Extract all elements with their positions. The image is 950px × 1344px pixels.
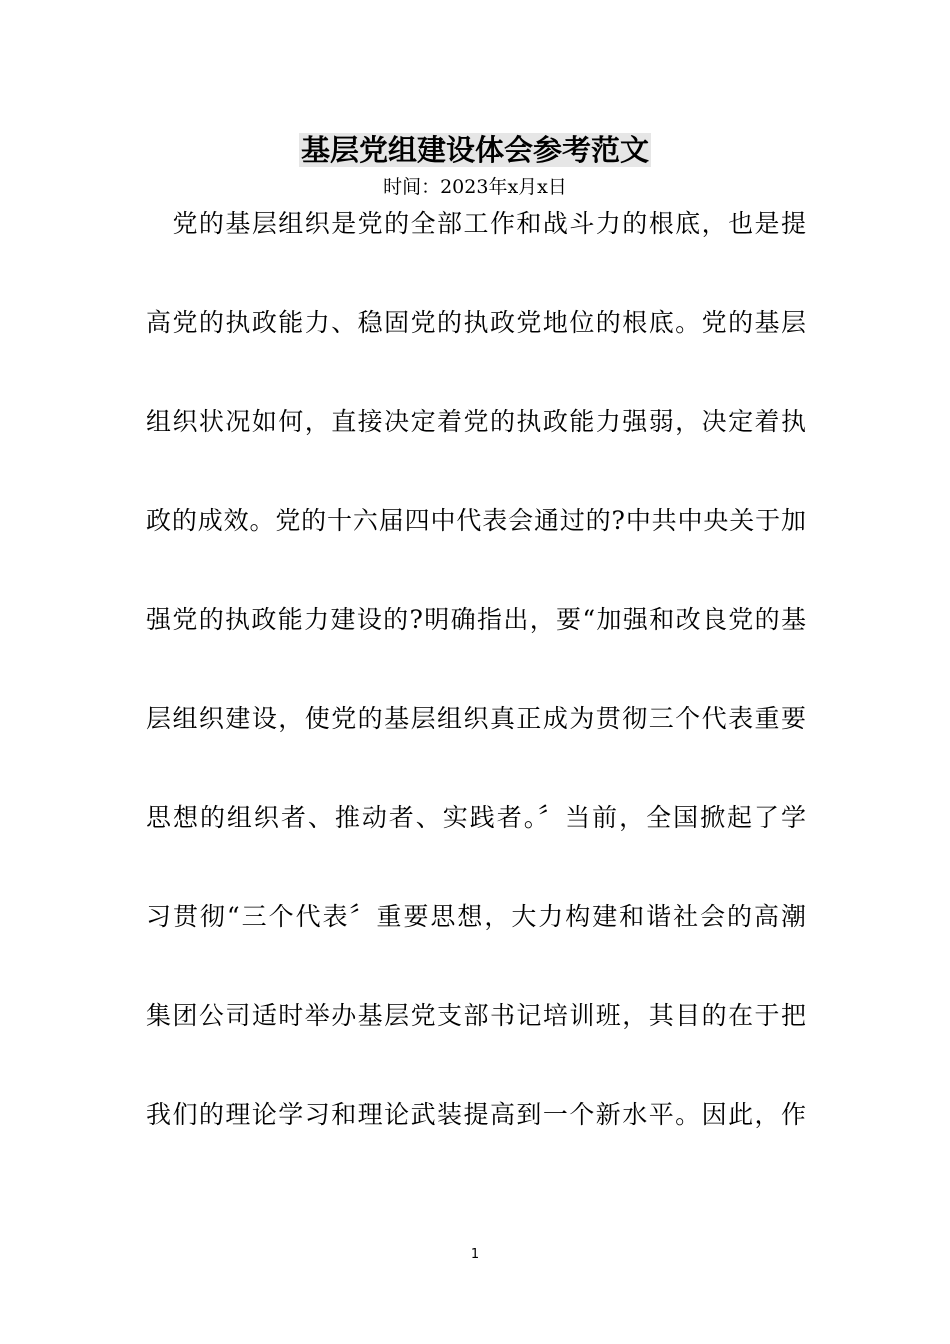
body-line: 我们的理论学习和理论武装提高到一个新水平。因此，作 [146,1100,806,1129]
body-line: 思想的组织者、推动者、实践者。〞当前，全国掀起了学 [146,803,806,832]
body-line: 高党的执政能力、稳固党的执政党地位的根底。党的基层 [146,308,806,337]
page-number: 1 [470,1247,480,1262]
body-line: 强党的执政能力建设的?明确指出，要“加强和改良党的基 [146,605,806,634]
body-line: 层组织建设，使党的基层组织真正成为贯彻三个代表重要 [146,704,806,733]
body-line: 组织状况如何，直接决定着党的执政能力强弱，决定着执 [146,407,806,436]
body-line: 集团公司适时举办基层党支部书记培训班，其目的在于把 [146,1001,806,1030]
document-title-text: 基层党组建设体会参考范文 [300,133,649,167]
body-line: 党的基层组织是党的全部工作和战斗力的根底，也是提 [146,209,806,238]
body-line: 政的成效。党的十六届四中代表会通过的?中共中央关于加 [146,506,806,535]
document-date: 时间：2023年x月x日 [383,176,567,198]
body-line: 习贯彻“三个代表〞重要思想，大力构建和谐社会的高潮 [146,902,806,931]
document-title [0,132,950,168]
document-body [146,206,806,1196]
